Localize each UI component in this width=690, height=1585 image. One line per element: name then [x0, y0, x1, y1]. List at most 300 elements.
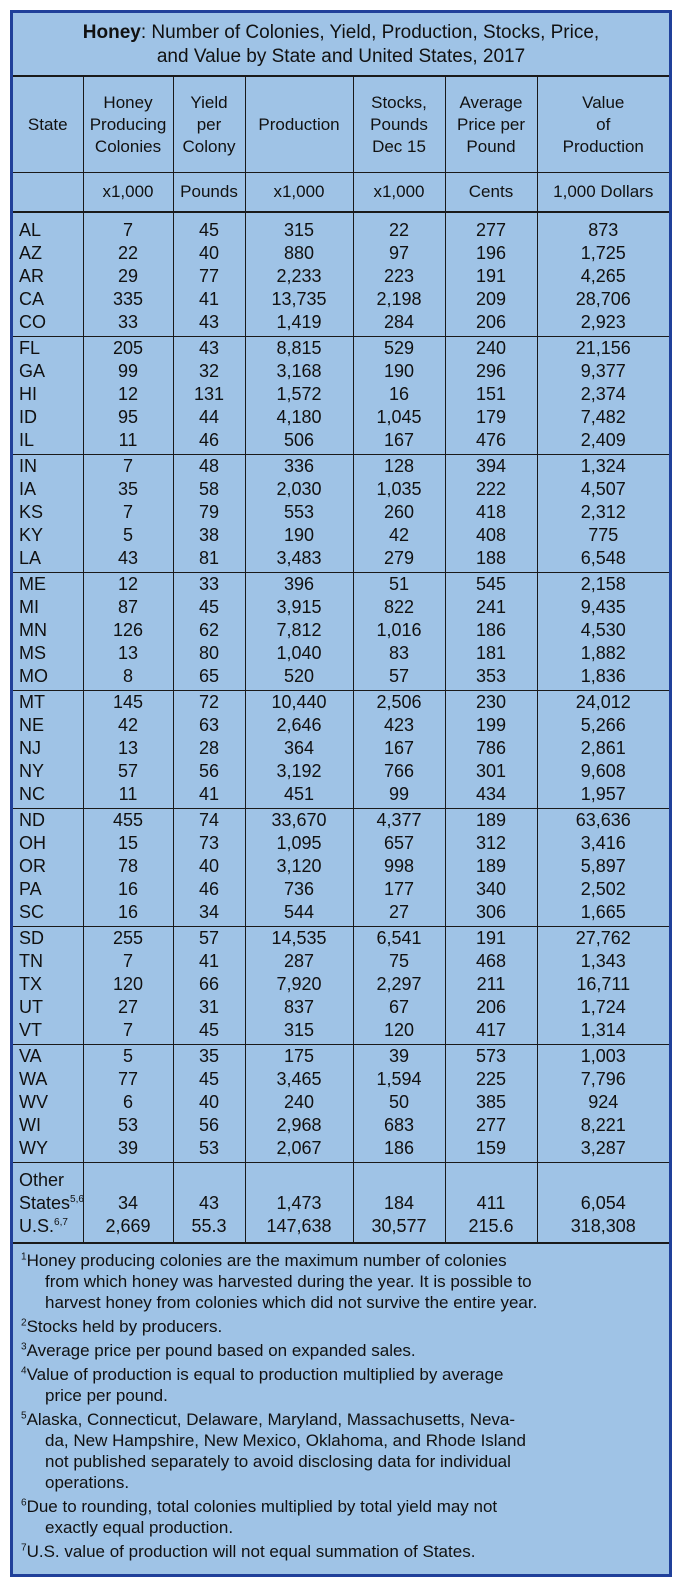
table-row	[13, 950, 669, 973]
value-cell: 16,711	[537, 973, 669, 996]
value-cell: 45	[173, 1019, 245, 1045]
table-row	[13, 996, 669, 1019]
table-row	[13, 1045, 669, 1069]
value-cell: 57	[353, 665, 445, 691]
state-cell: GA	[19, 361, 46, 381]
footnote	[21, 1541, 661, 1562]
state-cell: MO	[19, 666, 48, 686]
footnote-number: 5	[21, 1410, 27, 1422]
state-cell: AZ	[19, 243, 43, 263]
value-cell: 45	[173, 212, 245, 242]
value-cell: 196	[445, 242, 537, 265]
value-cell: 837	[245, 996, 353, 1019]
value-cell: 16	[83, 901, 173, 927]
footnotes	[13, 1244, 669, 1562]
value-cell: 340	[445, 878, 537, 901]
value-cell: 5,266	[537, 714, 669, 737]
value-cell: 77	[83, 1068, 173, 1091]
value-cell: 186	[353, 1137, 445, 1163]
other-states-label	[13, 1163, 83, 1216]
value-cell: 34	[173, 901, 245, 927]
value-cell: 3,192	[245, 760, 353, 783]
value-cell: 7	[83, 501, 173, 524]
us-label	[13, 1215, 83, 1243]
value-cell: 1,343	[537, 950, 669, 973]
value-cell: 7	[83, 1019, 173, 1045]
state-cell: MI	[19, 597, 39, 617]
value-cell: 4,507	[537, 478, 669, 501]
value-cell: 455	[83, 809, 173, 833]
value-cell: 206	[445, 996, 537, 1019]
value-cell: 880	[245, 242, 353, 265]
value-cell: 79	[173, 501, 245, 524]
header-line: Colonies	[94, 136, 162, 156]
value-cell: 284	[353, 311, 445, 337]
header-line: State	[27, 114, 68, 134]
value-cell: 74	[173, 809, 245, 833]
state-cell: VA	[13, 1045, 83, 1069]
footnote-number: 4	[21, 1365, 27, 1377]
state-cell: WY	[19, 1138, 48, 1158]
value-cell: 40	[173, 855, 245, 878]
footnote-number: 6	[21, 1497, 27, 1509]
value-cell: 4,530	[537, 619, 669, 642]
value-cell: 73	[173, 832, 245, 855]
footnote-text: Due to rounding, total colonies multiplied by total yield may not	[26, 1497, 498, 1516]
value-cell: 75	[353, 950, 445, 973]
value-cell: 335	[83, 288, 173, 311]
value-cell: 279	[353, 547, 445, 573]
value-cell: 42	[83, 714, 173, 737]
footnote-continuation: exactly equal production.	[45, 1518, 234, 1537]
value-cell: 2,312	[537, 501, 669, 524]
value-cell: 1,324	[537, 455, 669, 479]
us-sup: 6,7	[54, 1217, 68, 1228]
column-header	[537, 77, 669, 173]
value-cell: 55.3	[173, 1215, 245, 1243]
value-cell: 315	[245, 1019, 353, 1045]
value-cell: 43	[173, 337, 245, 361]
value-cell: 43	[83, 547, 173, 573]
value-cell: 2,409	[537, 429, 669, 455]
state-cell: NE	[19, 715, 45, 735]
table-row	[13, 455, 669, 479]
value-cell: 181	[445, 642, 537, 665]
value-cell: 87	[83, 596, 173, 619]
state-cell: LA	[19, 548, 42, 568]
value-cell: 67	[353, 996, 445, 1019]
table-title	[13, 13, 669, 77]
value-cell: 16	[353, 383, 445, 406]
other-label-text: States	[19, 1193, 71, 1213]
value-cell: 43	[173, 311, 245, 337]
value-cell: 260	[353, 501, 445, 524]
other-states-row	[13, 1163, 669, 1216]
value-cell: 7,482	[537, 406, 669, 429]
value-cell: 1,314	[537, 1019, 669, 1045]
value-cell: 12	[83, 573, 173, 597]
footnote-first-line	[21, 1541, 661, 1562]
other-value: 411	[476, 1193, 506, 1213]
unit-cell	[13, 173, 83, 213]
state-cell: ME	[13, 573, 83, 597]
value-cell	[245, 1163, 353, 1216]
value-cell	[537, 1163, 669, 1216]
us-label-text: U.S.	[19, 1216, 55, 1236]
value-cell: 175	[245, 1045, 353, 1069]
state-cell: IL	[19, 430, 35, 450]
value-cell: 736	[245, 878, 353, 901]
value-cell	[83, 1163, 173, 1216]
value-cell: 33	[83, 311, 173, 337]
table-row	[13, 311, 669, 337]
value-cell: 240	[445, 337, 537, 361]
value-cell: 336	[245, 455, 353, 479]
value-cell: 8	[83, 665, 173, 691]
value-cell: 423	[353, 714, 445, 737]
value-cell: 2,669	[83, 1215, 173, 1243]
table-row	[13, 832, 669, 855]
value-cell: 434	[445, 783, 537, 809]
value-cell: 45	[173, 1068, 245, 1091]
value-cell: 545	[445, 573, 537, 597]
value-cell: 11	[83, 429, 173, 455]
value-cell: 39	[353, 1045, 445, 1069]
footnote-text: U.S. value of production will not equal summation of States.	[26, 1542, 476, 1561]
value-cell: 42	[353, 524, 445, 547]
header-line: Price per	[456, 114, 526, 134]
state-cell: OR	[19, 856, 46, 876]
footnote-first-line	[21, 1496, 661, 1517]
value-cell: 21,156	[537, 337, 669, 361]
table-row	[13, 642, 669, 665]
table-row	[13, 265, 669, 288]
value-cell: 27,762	[537, 927, 669, 951]
value-cell: 544	[245, 901, 353, 927]
value-cell: 1,040	[245, 642, 353, 665]
value-cell: 4,180	[245, 406, 353, 429]
table-row	[13, 383, 669, 406]
footnote-first-line	[21, 1409, 661, 1430]
value-cell: 179	[445, 406, 537, 429]
value-cell: 2,158	[537, 573, 669, 597]
footnote-first-line	[21, 1364, 661, 1385]
footnote-number: 7	[21, 1542, 27, 1554]
value-cell: 167	[353, 737, 445, 760]
value-cell: 57	[83, 760, 173, 783]
value-cell: 1,572	[245, 383, 353, 406]
value-cell: 6	[83, 1091, 173, 1114]
table-row	[13, 288, 669, 311]
footnote	[21, 1250, 661, 1313]
header-line: Pounds	[370, 114, 428, 134]
footnote	[21, 1316, 661, 1337]
header-line: Production	[258, 114, 340, 134]
value-cell: 186	[445, 619, 537, 642]
other-value: 34	[117, 1193, 139, 1213]
value-cell: 364	[245, 737, 353, 760]
table-row	[13, 737, 669, 760]
unit-cell: x1,000	[353, 173, 445, 213]
state-cell: NC	[19, 784, 45, 804]
value-cell: 2,067	[245, 1137, 353, 1163]
value-cell	[445, 1163, 537, 1216]
value-cell: 3,416	[537, 832, 669, 855]
value-cell: 120	[353, 1019, 445, 1045]
table-row	[13, 573, 669, 597]
value-cell: 225	[445, 1068, 537, 1091]
value-cell: 5	[83, 1045, 173, 1069]
value-cell: 786	[445, 737, 537, 760]
value-cell: 312	[445, 832, 537, 855]
value-cell: 211	[445, 973, 537, 996]
value-cell: 277	[445, 212, 537, 242]
footnote-continuation: operations.	[45, 1473, 130, 1492]
value-cell: 13,735	[245, 288, 353, 311]
state-cell: VT	[19, 1020, 43, 1040]
value-cell: 9,435	[537, 596, 669, 619]
state-cell: NY	[19, 761, 45, 781]
column-header	[445, 77, 537, 173]
value-cell: 159	[445, 1137, 537, 1163]
value-cell: 99	[353, 783, 445, 809]
value-cell: 190	[245, 524, 353, 547]
column-header	[13, 77, 83, 173]
value-cell: 2,297	[353, 973, 445, 996]
column-header	[353, 77, 445, 173]
value-cell: 1,003	[537, 1045, 669, 1069]
footnote-continuation: da, New Hampshire, New Mexico, Oklahoma, and Rhode Island	[45, 1431, 526, 1450]
footnote	[21, 1409, 661, 1493]
unit-cell: x1,000	[83, 173, 173, 213]
unit-cell: Pounds	[173, 173, 245, 213]
value-cell: 80	[173, 642, 245, 665]
table-row	[13, 406, 669, 429]
other-sup: 5,6	[70, 1194, 84, 1205]
footnote-continuation: from which honey was harvested during the year. It is possible to	[45, 1272, 532, 1291]
value-cell: 206	[445, 311, 537, 337]
value-cell: 78	[83, 855, 173, 878]
value-cell: 394	[445, 455, 537, 479]
value-cell: 1,725	[537, 242, 669, 265]
header-row	[13, 77, 669, 173]
value-cell: 8,221	[537, 1114, 669, 1137]
value-cell: 31	[173, 996, 245, 1019]
state-cell: KY	[19, 525, 44, 545]
value-cell: 177	[353, 878, 445, 901]
value-cell: 56	[173, 1114, 245, 1137]
value-cell: 33	[173, 573, 245, 597]
value-cell: 8,815	[245, 337, 353, 361]
value-cell: 120	[83, 973, 173, 996]
value-cell: 1,594	[353, 1068, 445, 1091]
unit-cell: 1,000 Dollars	[537, 173, 669, 213]
table-row	[13, 760, 669, 783]
footnote-first-line	[21, 1340, 661, 1361]
table-row	[13, 691, 669, 715]
footnote-text: Average price per pound based on expanded sales.	[26, 1341, 416, 1360]
value-cell: 188	[445, 547, 537, 573]
header-line: Pound	[466, 136, 516, 156]
value-cell: 301	[445, 760, 537, 783]
value-cell: 128	[353, 455, 445, 479]
header-line: Average	[459, 92, 523, 112]
value-cell: 2,030	[245, 478, 353, 501]
table-row	[13, 714, 669, 737]
value-cell: 72	[173, 691, 245, 715]
value-cell: 13	[83, 642, 173, 665]
other-value: 1,473	[276, 1193, 322, 1213]
value-cell: 385	[445, 1091, 537, 1114]
header-line: Honey	[103, 92, 153, 112]
value-cell: 255	[83, 927, 173, 951]
value-cell: 2,506	[353, 691, 445, 715]
value-cell: 45	[173, 596, 245, 619]
value-cell: 775	[537, 524, 669, 547]
value-cell: 296	[445, 360, 537, 383]
state-cell: IA	[19, 479, 37, 499]
value-cell: 222	[445, 478, 537, 501]
us-total-row	[13, 1215, 669, 1243]
value-cell: 230	[445, 691, 537, 715]
table-row	[13, 524, 669, 547]
value-cell: 417	[445, 1019, 537, 1045]
state-cell: WV	[19, 1092, 48, 1112]
table-row	[13, 1114, 669, 1137]
state-cell: SC	[19, 902, 45, 922]
footnote-number: 3	[21, 1341, 27, 1353]
value-cell: 240	[245, 1091, 353, 1114]
footnote-first-line	[21, 1250, 661, 1271]
state-cell: TX	[19, 974, 43, 994]
value-cell: 62	[173, 619, 245, 642]
value-cell: 476	[445, 429, 537, 455]
value-cell: 6,548	[537, 547, 669, 573]
value-cell: 191	[445, 927, 537, 951]
title-bold: Honey	[82, 22, 141, 43]
value-cell: 83	[353, 642, 445, 665]
value-cell: 32	[173, 360, 245, 383]
state-cell: FL	[13, 337, 83, 361]
value-cell: 51	[353, 573, 445, 597]
footnote-first-line	[21, 1316, 661, 1337]
value-cell: 520	[245, 665, 353, 691]
table-row	[13, 783, 669, 809]
state-cell: MS	[19, 643, 46, 663]
header-line: Production	[562, 136, 644, 156]
value-cell: 13	[83, 737, 173, 760]
state-cell: CO	[19, 312, 46, 332]
value-cell: 63	[173, 714, 245, 737]
value-cell: 451	[245, 783, 353, 809]
table-row	[13, 1068, 669, 1091]
value-cell: 7,920	[245, 973, 353, 996]
value-cell: 5,897	[537, 855, 669, 878]
value-cell: 396	[245, 573, 353, 597]
value-cell: 1,095	[245, 832, 353, 855]
value-cell: 5	[83, 524, 173, 547]
value-cell: 126	[83, 619, 173, 642]
value-cell: 53	[83, 1114, 173, 1137]
value-cell: 39	[83, 1137, 173, 1163]
value-cell: 2,502	[537, 878, 669, 901]
other-label-1: Other	[19, 1170, 65, 1190]
value-cell: 315	[245, 212, 353, 242]
table-row	[13, 212, 669, 242]
value-cell: 529	[353, 337, 445, 361]
value-cell: 41	[173, 783, 245, 809]
header-line: Dec 15	[372, 136, 426, 156]
footnote-text: Stocks held by producers.	[26, 1317, 223, 1336]
table-row	[13, 901, 669, 927]
value-cell: 95	[83, 406, 173, 429]
value-cell: 27	[83, 996, 173, 1019]
value-cell: 3,915	[245, 596, 353, 619]
value-cell: 306	[445, 901, 537, 927]
value-cell: 40	[173, 242, 245, 265]
value-cell: 46	[173, 878, 245, 901]
column-header	[245, 77, 353, 173]
value-cell: 822	[353, 596, 445, 619]
value-cell: 6,541	[353, 927, 445, 951]
value-cell: 10,440	[245, 691, 353, 715]
value-cell: 3,287	[537, 1137, 669, 1163]
value-cell: 2,198	[353, 288, 445, 311]
state-cell: MN	[19, 620, 47, 640]
value-cell: 22	[83, 242, 173, 265]
value-cell: 209	[445, 288, 537, 311]
state-cell: HI	[19, 384, 37, 404]
value-cell: 3,120	[245, 855, 353, 878]
table-row	[13, 855, 669, 878]
value-cell: 41	[173, 288, 245, 311]
value-cell: 14,535	[245, 927, 353, 951]
value-cell: 145	[83, 691, 173, 715]
value-cell: 190	[353, 360, 445, 383]
value-cell: 191	[445, 265, 537, 288]
table-row	[13, 360, 669, 383]
title-line2: and Value by State and United States, 2017	[156, 46, 526, 67]
header-line: Colony	[182, 136, 236, 156]
value-cell: 3,168	[245, 360, 353, 383]
value-cell: 2,923	[537, 311, 669, 337]
units-row	[13, 173, 669, 213]
value-cell: 53	[173, 1137, 245, 1163]
value-cell: 3,483	[245, 547, 353, 573]
value-cell: 46	[173, 429, 245, 455]
state-cell: WI	[19, 1115, 41, 1135]
value-cell: 99	[83, 360, 173, 383]
table-row	[13, 809, 669, 833]
value-cell	[353, 1163, 445, 1216]
footnote	[21, 1364, 661, 1406]
other-value: 6,054	[580, 1193, 626, 1213]
value-cell: 77	[173, 265, 245, 288]
state-cell: KS	[19, 502, 44, 522]
header-line: Yield	[190, 92, 228, 112]
value-cell: 167	[353, 429, 445, 455]
footnote-text: Alaska, Connecticut, Delaware, Maryland, Massachusetts, Neva-	[26, 1410, 516, 1429]
honey-table-panel	[10, 10, 672, 1577]
state-cell: ND	[13, 809, 83, 833]
data-table	[13, 77, 669, 1244]
unit-cell: Cents	[445, 173, 537, 213]
value-cell: 48	[173, 455, 245, 479]
state-cell: AL	[19, 220, 42, 240]
value-cell: 408	[445, 524, 537, 547]
value-cell: 241	[445, 596, 537, 619]
state-cell: MT	[13, 691, 83, 715]
